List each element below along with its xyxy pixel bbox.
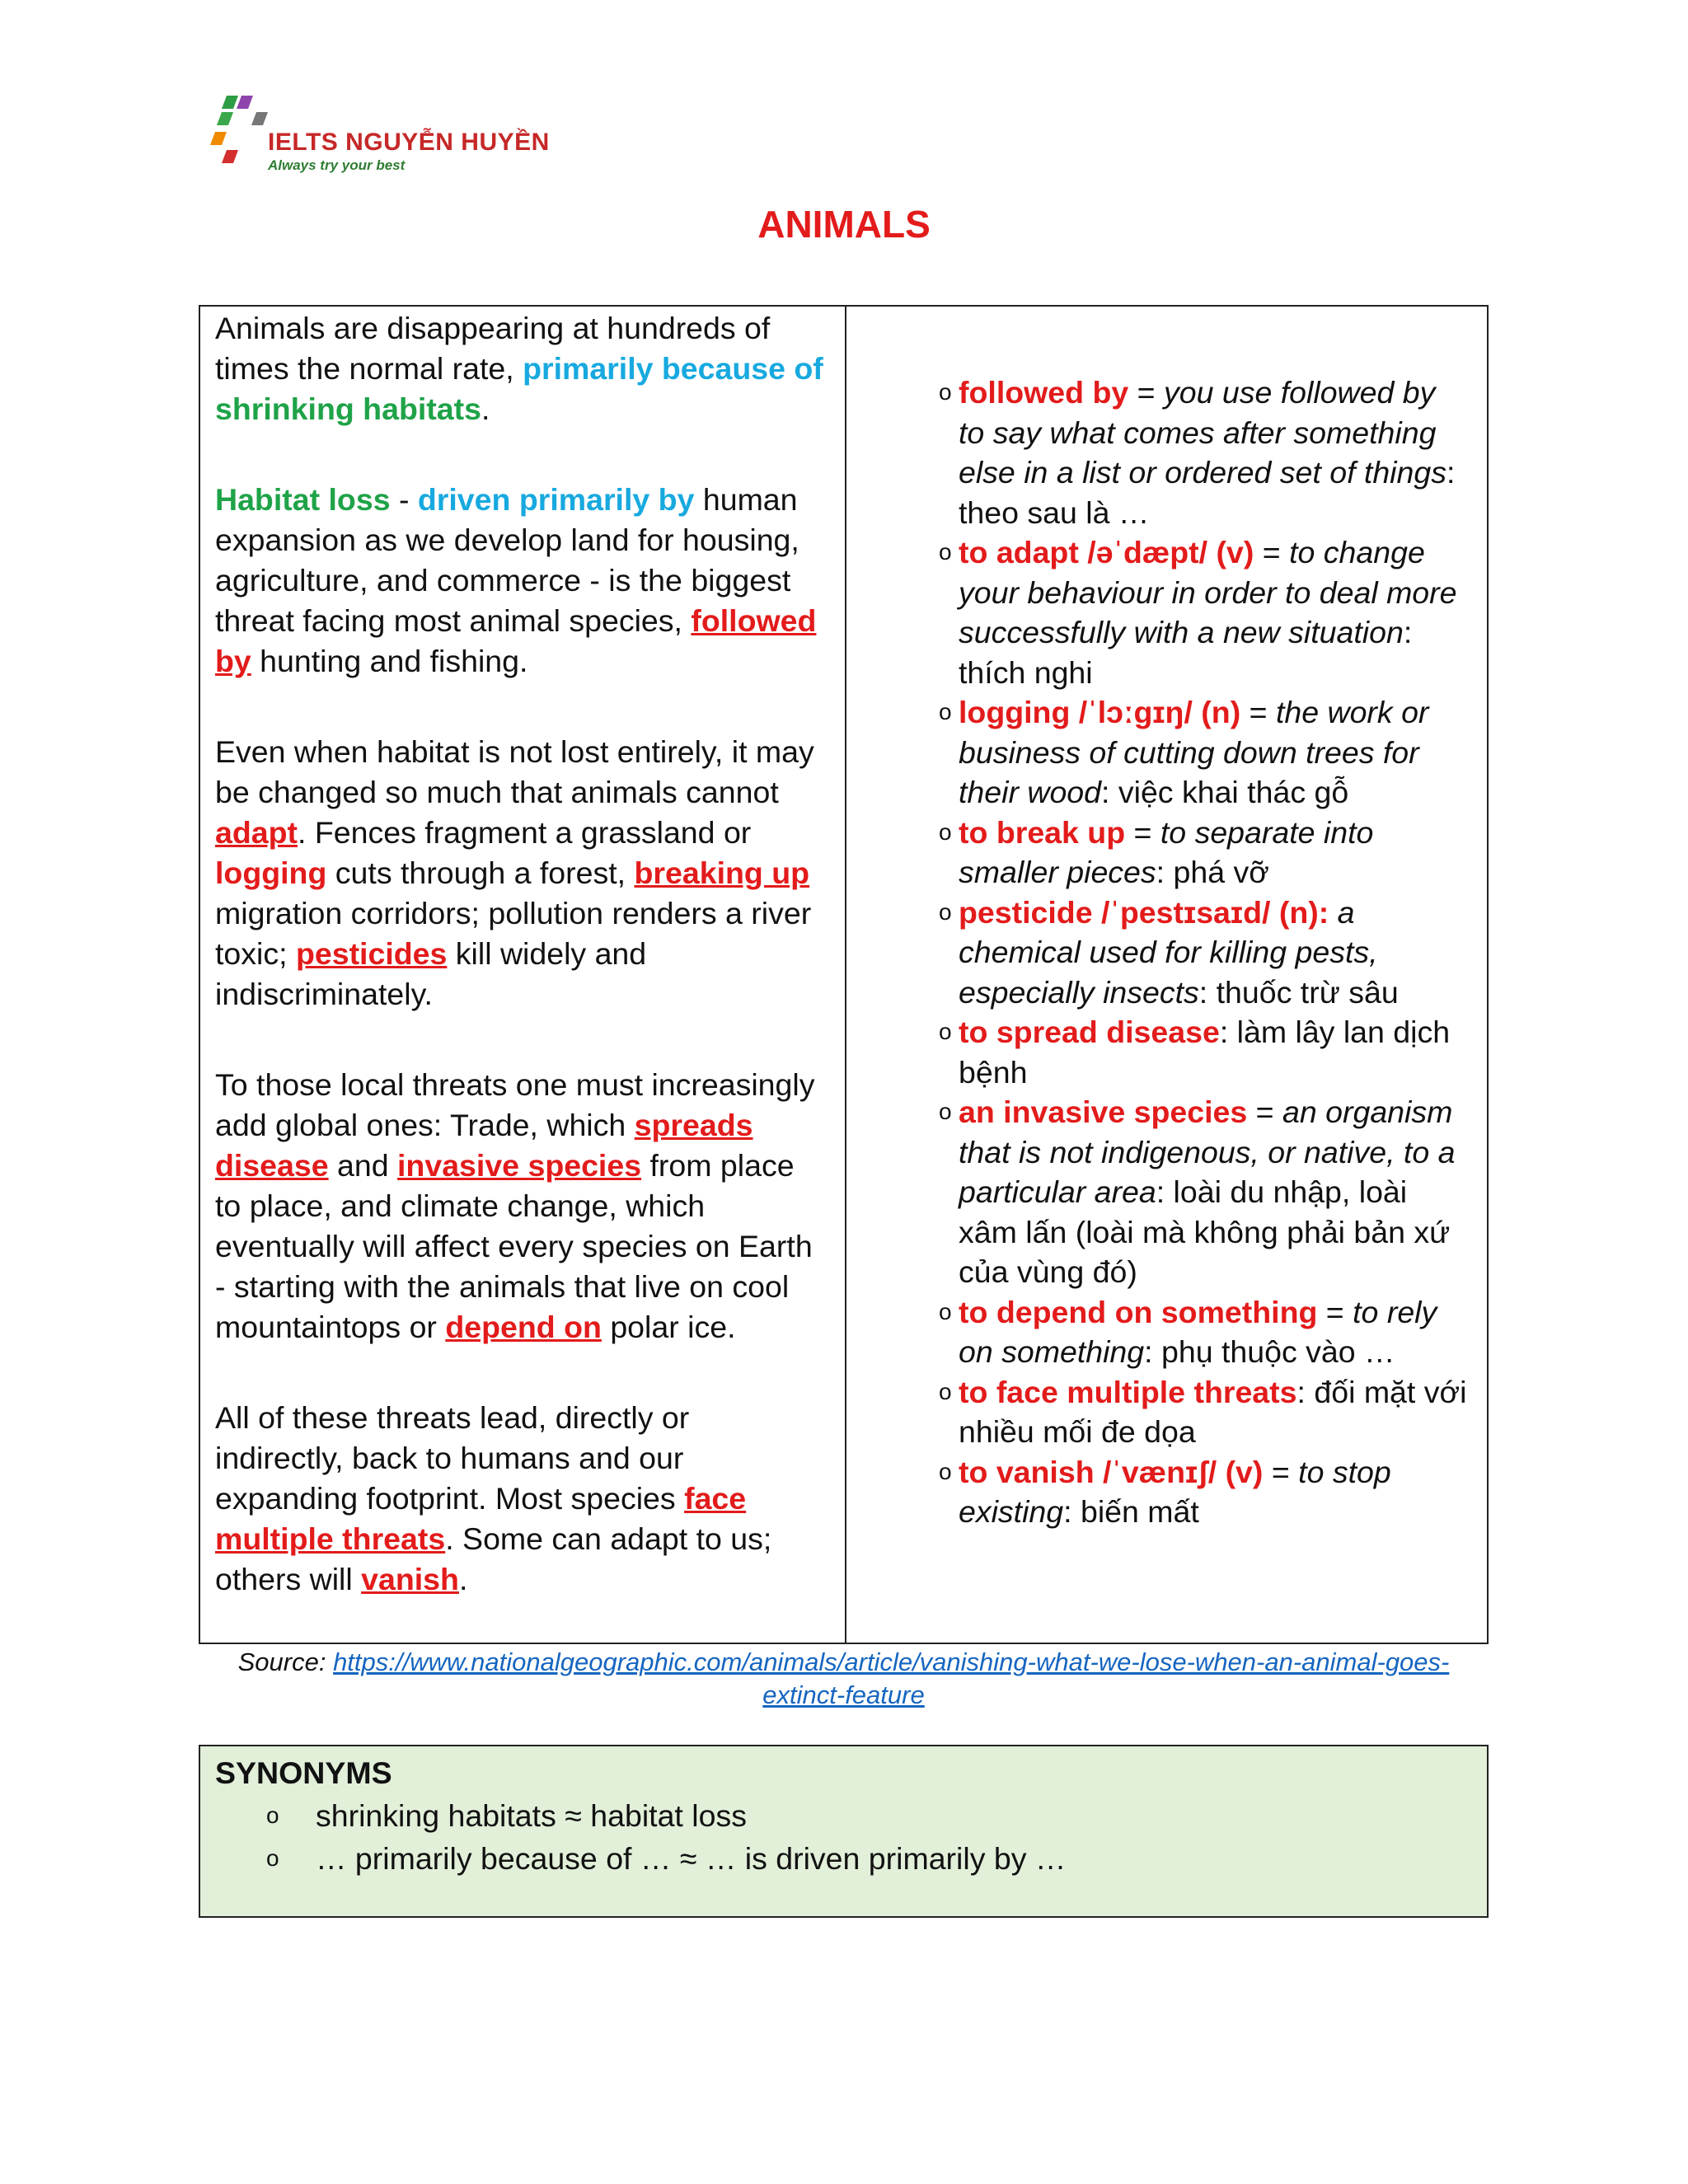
source-label: Source: (237, 1647, 334, 1676)
synonyms-heading: SYNONYMS (215, 1755, 392, 1790)
bullet-icon: o (939, 539, 952, 565)
vocab-definition: you use followed by to say what comes after something else in a list or ordered set of things (959, 375, 1447, 490)
vocab-term: to depend on something (959, 1294, 1318, 1329)
vocab-translation: : biến mất (1063, 1494, 1199, 1529)
vocab-term: to face multiple threats (959, 1374, 1297, 1409)
vocab-translation: : thuốc trừ sâu (1198, 974, 1399, 1010)
highlight-phrase: Habitat loss (215, 482, 391, 517)
bullet-icon: o (939, 699, 952, 724)
passage-paragraph-4: To those local threats one must increasingly add global ones: Trade, which spreads disease and invasive species from place to place, and climate change, which eventually will affect every species on Earth - starting with the animals that live on cool mountaintops or depend on polar ice. (215, 1067, 815, 1344)
vocab-term-highlight: followed by (215, 603, 817, 678)
vocabulary-column (860, 373, 1486, 1532)
vocab-term: pesticide /ˈpestɪsaɪd/ (n): (959, 894, 1329, 930)
vocab-item: o logging /ˈlɔːɡɪŋ/ (n) = the work or business of cutting down trees for their wood: việc khai thác gỗ (860, 692, 1486, 813)
vocab-term-highlight: adapt (215, 815, 298, 850)
vocab-definition: the work or business of cutting down trees for their wood (959, 695, 1429, 809)
vocab-translation: : phụ thuộc vào … (1144, 1334, 1395, 1369)
bullet-icon: o (939, 1458, 952, 1484)
vocab-term: to adapt /əˈdæpt/ (v) (959, 535, 1254, 569)
vocab-item (860, 1372, 1486, 1452)
highlight-phrase: primarily because of (523, 351, 823, 386)
bullet-icon: o (266, 1802, 279, 1828)
vocab-item: o to depend on something = to rely on something: phụ thuộc vào … (860, 1292, 1486, 1372)
vocab-item: o an invasive species = an organism that is not indigenous, or native, to a particular area: loài du nhập, loài xâm lấn (loài mà không phải bản xứ của vùng đó) (860, 1092, 1486, 1292)
vocab-translation: : làm lây lan dịch bệnh (959, 1015, 1451, 1090)
vocab-term-highlight: invasive species (397, 1148, 642, 1183)
passage-paragraph-2: Habitat loss - driven primarily by human expansion as we develop land for housing, agriculture, and commerce - is the biggest threat facing most animal species, followed by hunting and fishing. (215, 482, 817, 678)
vocab-term: an invasive species (959, 1094, 1248, 1129)
passage-paragraph-1: Animals are disappearing at hundreds of times the normal rate, primarily because of shrinking habitats. (215, 311, 823, 426)
passage-column (215, 308, 825, 1650)
vocab-translation: : việc khai thác gỗ (1101, 775, 1349, 809)
page-title: ANIMALS (757, 203, 931, 246)
bullet-icon: o (939, 1019, 952, 1044)
logo-brand: IELTS NGUYỄN HUYỀN (268, 129, 550, 156)
vocab-term-highlight: logging (215, 855, 327, 890)
synonyms-box (199, 1745, 1489, 1918)
bullet-icon: o (939, 1099, 952, 1124)
vocab-translation: : thích nghi (959, 615, 1413, 690)
highlight-phrase: driven primarily by (417, 482, 695, 517)
vocab-definition: an organism that is not indigenous, or native, to a particular area (959, 1094, 1456, 1209)
synonym-item: o … primarily because of … ≈ … is driven primarily by … (200, 1837, 1066, 1880)
bullet-icon: o (939, 1298, 952, 1324)
vocab-item: o followed by = you use followed by to say what comes after something else in a list or ordered set of things: theo sau là … (860, 373, 1486, 532)
vocabulary-list (860, 373, 1486, 1532)
logo-tagline: Always try your best (268, 157, 406, 173)
source-citation (199, 1646, 1489, 1712)
vocab-translation: : loài du nhập, loài xâm lấn (loài mà không phải bản xứ của vùng đó) (959, 1174, 1451, 1289)
highlight-phrase: shrinking habitats (215, 391, 481, 426)
passage-paragraph-3: Even when habitat is not lost entirely, it may be changed so much that animals cannot adapt. Fences fragment a grassland or logging cuts through a forest, breaking up migration corridors; pollution renders a river toxic; pesticides kill widely and indiscriminately. (215, 734, 814, 1011)
bullet-icon: o (939, 898, 952, 925)
logo (210, 92, 556, 175)
vocab-term: to spread disease (959, 1015, 1220, 1049)
vocab-definition: to separate into smaller pieces (959, 814, 1374, 889)
vocab-item: o to adapt /əˈdæpt/ (v) = to change your behaviour in order to deal more successfully with a new situation: thích nghi (860, 532, 1486, 692)
vocab-item: o to break up = to separate into smaller pieces: phá vỡ (860, 813, 1486, 893)
bullet-icon: o (939, 818, 952, 845)
vocab-definition: to change your behaviour in order to deal more successfully with a new situation (959, 535, 1457, 649)
vocab-term-highlight: depend on (445, 1310, 602, 1344)
column-divider (845, 307, 846, 1643)
vocab-translation: : phá vỡ (1156, 855, 1269, 889)
vocab-definition: to rely on something (959, 1294, 1437, 1369)
vocab-translation: : đối mặt với nhiều mối đe dọa (959, 1374, 1467, 1449)
vocab-item (860, 1012, 1486, 1092)
vocab-term: logging /ˈlɔːɡɪŋ/ (n) (959, 695, 1241, 729)
synonym-item: o shrinking habitats ≈ habitat loss (200, 1794, 1066, 1837)
synonyms-list (200, 1794, 1066, 1880)
source-link[interactable]: https://www.nationalgeographic.com/animals/article/vanishing-what-we-lose-when-an-animal-goes-extinct-feature (333, 1647, 1450, 1709)
vocab-term-highlight: pesticides (295, 936, 448, 971)
bullet-icon: o (266, 1845, 279, 1871)
passage-paragraph-5: All of these threats lead, directly or indirectly, back to humans and our expanding footprint. Most species face multiple threats. Some can adapt to us; others will vanish. (215, 1400, 772, 1596)
vocab-translation: : theo sau là … (959, 455, 1456, 530)
vocab-item (860, 893, 1486, 1013)
vocab-term: to break up (959, 814, 1126, 850)
vocab-term-highlight: face multiple threats (215, 1481, 747, 1556)
vocab-term: to vanish /ˈvænɪʃ/ (v) (959, 1454, 1264, 1489)
vocab-definition: to stop existing (959, 1454, 1391, 1529)
bullet-icon: o (939, 1378, 952, 1404)
vocab-term: followed by (959, 375, 1129, 410)
vocab-term-highlight: vanish (361, 1562, 459, 1596)
vocab-term-highlight: spreads disease (215, 1108, 753, 1183)
vocab-term-highlight: breaking up (634, 855, 810, 890)
vocab-definition: a chemical used for killing pests, especially insects (959, 894, 1378, 1010)
vocab-item: o to vanish /ˈvænɪʃ/ (v) = to stop existing: biến mất (860, 1452, 1486, 1532)
reading-table (199, 305, 1489, 1644)
bullet-icon: o (939, 379, 952, 405)
